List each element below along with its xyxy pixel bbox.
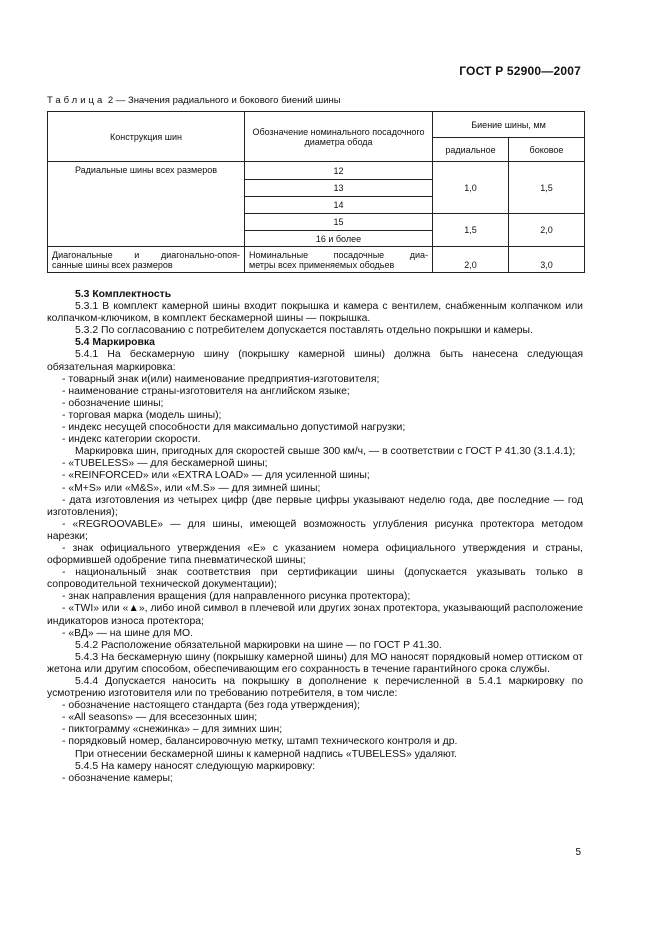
list-item: - обозначение шины;	[62, 397, 164, 409]
cell-nominal-line1: Номинальные посадочные диа-	[249, 249, 428, 260]
page-number: 5	[575, 847, 581, 858]
cell-diameter-12: 12	[245, 162, 433, 180]
list-item: - знак направления вращения (для направленного рисунка протектора);	[62, 591, 411, 603]
para-5-4-1: 5.4.1 На бескамерную шину (покрышку камерной шины) должна быть нанесена следующая обязательная маркировка:	[47, 349, 583, 373]
para-5-4-5: 5.4.5 На камеру наносят следующую маркировку:	[75, 760, 316, 772]
cell-diameter-16: 16 и более	[245, 231, 433, 247]
list-item: - наименование страны-изготовителя на английском языке;	[62, 385, 350, 397]
header-radial: радиальное	[433, 138, 509, 162]
list-item: - «ВД» — на шине для МО.	[62, 627, 194, 639]
list-item: - индекс несущей способности для максимально допустимой нагрузки;	[62, 422, 406, 434]
header-lateral: боковое	[509, 138, 585, 162]
table-caption-title: 2 — Значения радиального и бокового биений шины	[105, 95, 341, 106]
list-item: - «REGROOVABLE» — для шины, имеющей возможность углубления рисунка протектора методом нарезки;	[47, 518, 583, 542]
para-speed-marking: Маркировка шин, пригодных для скоростей свыше 300 км/ч, — в соответствии с ГОСТ Р 41.30 (3.1.4.1);	[75, 446, 576, 458]
list-item: - дата изготовления из четырех цифр (две первые цифры указывают неделю года, две последние — год изготовления);	[47, 494, 583, 518]
para-tubeless-note: При отнесении бескамерной шины к камерной надпись «TUBELESS» удаляют.	[75, 748, 458, 760]
list-item: - «TWI» или «▲», либо иной символ в плечевой или других зонах протектора, указывающий расположение индикаторов износа протектора;	[47, 603, 583, 627]
cell-group3-radial: 2,0	[433, 247, 509, 273]
cell-diameter-13: 13	[245, 180, 433, 197]
cell-radial-tires: Радиальные шины всех размеров	[48, 162, 245, 247]
body-text	[47, 289, 583, 785]
cell-group1-lateral: 1,5	[509, 162, 585, 214]
list-item: - индекс категории скорости.	[62, 434, 201, 446]
list-item: - «M+S» или «M&S», или «M.S» — для зимней шины;	[62, 482, 321, 494]
cell-group3-lateral: 3,0	[509, 247, 585, 273]
header-runout: Биение шины, мм	[433, 112, 585, 138]
list-item: - национальный знак соответствия при сертификации шины (допускается указывать только в сопроводительной технической документации);	[47, 567, 583, 591]
list-item: - «REINFORCED» или «EXTRA LOAD» — для усиленной шины;	[62, 470, 370, 482]
section-5-4-heading: 5.4 Маркировка	[75, 337, 155, 349]
para-5-4-2: 5.4.2 Расположение обязательной маркировки на шине — по ГОСТ Р 41.30.	[75, 639, 442, 651]
list-item: - обозначение настоящего стандарта (без года утверждения);	[62, 700, 361, 712]
list-item: - товарный знак и(или) наименование предприятия-изготовителя;	[62, 373, 380, 385]
list-item: - знак официального утверждения «E» с указанием номера официального утверждения и страны, оформившей одобрение типа пневматической шины;	[47, 542, 583, 567]
cell-diagonal-tires	[48, 247, 245, 273]
section-5-3-heading: 5.3 Комплектность	[75, 289, 172, 300]
list-item: - обозначение камеры;	[62, 772, 173, 784]
cell-nominal-line2: метры всех применяемых ободьев	[249, 259, 395, 270]
list-item: - порядковый номер, балансировочную метку, штамп технического контроля и др.	[62, 736, 458, 748]
list-item: - «TUBELESS» — для бескамерной шины;	[62, 458, 268, 470]
header-rim-designation: Обозначение номинального посадочного диаметра обода	[245, 112, 433, 162]
cell-group2-radial: 1,5	[433, 214, 509, 247]
cell-group1-radial: 1,0	[433, 162, 509, 214]
document-code: ГОСТ Р 52900—2007	[459, 64, 581, 78]
cell-group2-lateral: 2,0	[509, 214, 585, 247]
cell-diagonal-line2: санные шины всех размеров	[52, 259, 173, 270]
para-5-4-3: 5.4.3 На бескамерную шину (покрышку камерной шины) для МО наносят порядковый номер оттиском от жетона или другим способом, обеспечивающим его сохранность в течение гарантийного срока службы.	[47, 651, 583, 675]
cell-diagonal-line1: Диагональные и диагонально-опоя-	[52, 249, 240, 260]
cell-nominal-diameters	[245, 247, 433, 273]
table-caption-label: Таблица	[47, 95, 106, 106]
list-item: - торговая марка (модель шины);	[62, 409, 222, 421]
table-caption	[47, 95, 341, 106]
list-item: - пиктограмму «снежинка» – для зимних шин;	[62, 724, 283, 736]
list-item: - «All seasons» — для всесезонных шин;	[62, 712, 258, 724]
header-construction: Конструкция шин	[48, 112, 245, 162]
runout-table	[47, 111, 585, 273]
para-5-4-4: 5.4.4 Допускается наносить на покрышку в дополнение к перечисленной в 5.4.1 маркировку по усмотрению изготовителя или по требованию потребителя, в том числе:	[47, 676, 583, 700]
para-5-3-1: 5.3.1 В комплект камерной шины входит покрышка и камера с вентилем, снабженным колпачком или колпачком-ключиком, в комплект бескамерной шины — покрышка.	[47, 301, 583, 325]
para-5-3-2: 5.3.2 По согласованию с потребителем допускается поставлять отдельно покрышки и камеры.	[75, 325, 533, 337]
cell-diameter-14: 14	[245, 197, 433, 214]
cell-diameter-15: 15	[245, 214, 433, 231]
